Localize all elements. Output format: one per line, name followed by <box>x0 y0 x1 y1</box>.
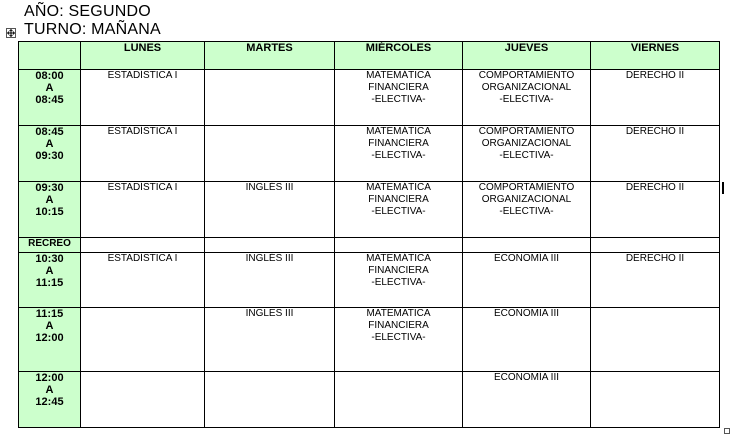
time-end: 12:00 <box>35 332 64 344</box>
class-cell[interactable] <box>591 308 720 372</box>
class-cell[interactable]: MATEMATICA FINANCIERA -ELECTIVA- <box>335 308 463 372</box>
class-cell[interactable]: ECONOMÍA III <box>463 253 591 308</box>
class-cell[interactable] <box>205 70 335 126</box>
recess-cell[interactable] <box>463 238 591 253</box>
time-slot <box>19 126 81 182</box>
time-slot <box>19 70 81 126</box>
class-cell[interactable]: COMPORTAMIENTO ORGANIZACIONAL -ELECTIVA- <box>463 126 591 182</box>
class-cell[interactable]: COMPORTAMIENTO ORGANIZACIONAL -ELECTIVA- <box>463 182 591 238</box>
class-cell[interactable]: DERECHO II <box>591 182 720 238</box>
class-cell[interactable]: MATEMÁTICA FINANCIERA -ELECTIVA- <box>335 182 463 238</box>
class-cell[interactable] <box>205 126 335 182</box>
recess-cell[interactable] <box>205 238 335 253</box>
class-cell[interactable]: INGLÉS III <box>205 253 335 308</box>
recess-row <box>19 238 720 253</box>
recess-cell[interactable] <box>335 238 463 253</box>
time-start: 10:30 <box>35 253 64 265</box>
class-cell[interactable]: MATEMÁTICA FINANCIERA -ELECTIVA- <box>335 126 463 182</box>
class-cell[interactable]: DERECHO II <box>591 253 720 308</box>
class-cell[interactable]: INGLES III <box>205 308 335 372</box>
time-end: 12:45 <box>35 396 64 408</box>
recess-cell[interactable] <box>81 238 205 253</box>
time-start: 12:00 <box>35 372 64 384</box>
time-slot <box>19 182 81 238</box>
class-cell[interactable]: MATEMÁTICA FINANCIERA -ELECTIVA- <box>335 70 463 126</box>
class-cell[interactable]: ECONOMÍA III <box>463 372 591 428</box>
class-cell[interactable]: INGLÉS III <box>205 182 335 238</box>
recess-label: RECREO <box>19 238 81 253</box>
class-cell[interactable]: ESTADÍSTICA I <box>81 182 205 238</box>
table-row <box>19 182 720 238</box>
time-end: 10:15 <box>35 206 64 218</box>
day-header-row <box>19 42 720 70</box>
time-end: 08:45 <box>35 94 64 106</box>
class-cell[interactable]: COMPORTAMIENTO ORGANIZACIONAL -ELECTIVA- <box>463 70 591 126</box>
day-header-friday: VIERNES <box>591 42 720 70</box>
class-cell[interactable] <box>205 372 335 428</box>
schedule-table <box>18 41 720 428</box>
text-cursor <box>722 182 724 194</box>
class-cell[interactable] <box>335 372 463 428</box>
table-resize-handle[interactable] <box>724 428 730 434</box>
time-slot <box>19 308 81 372</box>
table-row <box>19 253 720 308</box>
table-row <box>19 126 720 182</box>
day-header-tuesday: MARTES <box>205 42 335 70</box>
class-cell[interactable] <box>81 308 205 372</box>
class-cell[interactable]: MATEMÁTICA FINANCIERA -ELECTIVA- <box>335 253 463 308</box>
time-end: 11:15 <box>35 277 64 289</box>
time-separator: A <box>45 138 54 150</box>
table-row <box>19 70 720 126</box>
time-separator: A <box>45 194 54 206</box>
table-row <box>19 372 720 428</box>
class-cell[interactable] <box>591 372 720 428</box>
time-separator: A <box>45 82 54 94</box>
corner-cell <box>19 42 81 70</box>
time-slot <box>19 253 81 308</box>
time-slot <box>19 372 81 428</box>
time-start: 08:45 <box>35 126 64 138</box>
table-move-handle[interactable] <box>6 28 16 38</box>
time-separator: A <box>45 265 54 277</box>
class-cell[interactable]: ESTADÍSTICA I <box>81 253 205 308</box>
time-start: 08:00 <box>35 70 64 82</box>
recess-cell[interactable] <box>591 238 720 253</box>
time-separator: A <box>45 320 54 332</box>
class-cell[interactable]: DERECHO II <box>591 126 720 182</box>
shift-heading: TURNO: MAÑANA <box>24 21 161 38</box>
year-heading: AÑO: SEGUNDO <box>24 3 151 20</box>
day-header-wednesday: MIÉRCOLES <box>335 42 463 70</box>
class-cell[interactable] <box>81 372 205 428</box>
class-cell[interactable]: ECONOMIA III <box>463 308 591 372</box>
class-cell[interactable]: ESTADÍSTICA I <box>81 70 205 126</box>
time-start: 09:30 <box>35 182 64 194</box>
class-cell[interactable]: ESTADÍSTICA I <box>81 126 205 182</box>
day-header-monday: LUNES <box>81 42 205 70</box>
time-end: 09:30 <box>35 150 64 162</box>
class-cell[interactable]: DERECHO II <box>591 70 720 126</box>
move-arrows-icon <box>7 29 15 37</box>
time-start: 11:15 <box>35 308 64 320</box>
table-row <box>19 308 720 372</box>
time-separator: A <box>45 384 54 396</box>
day-header-thursday: JUEVES <box>463 42 591 70</box>
